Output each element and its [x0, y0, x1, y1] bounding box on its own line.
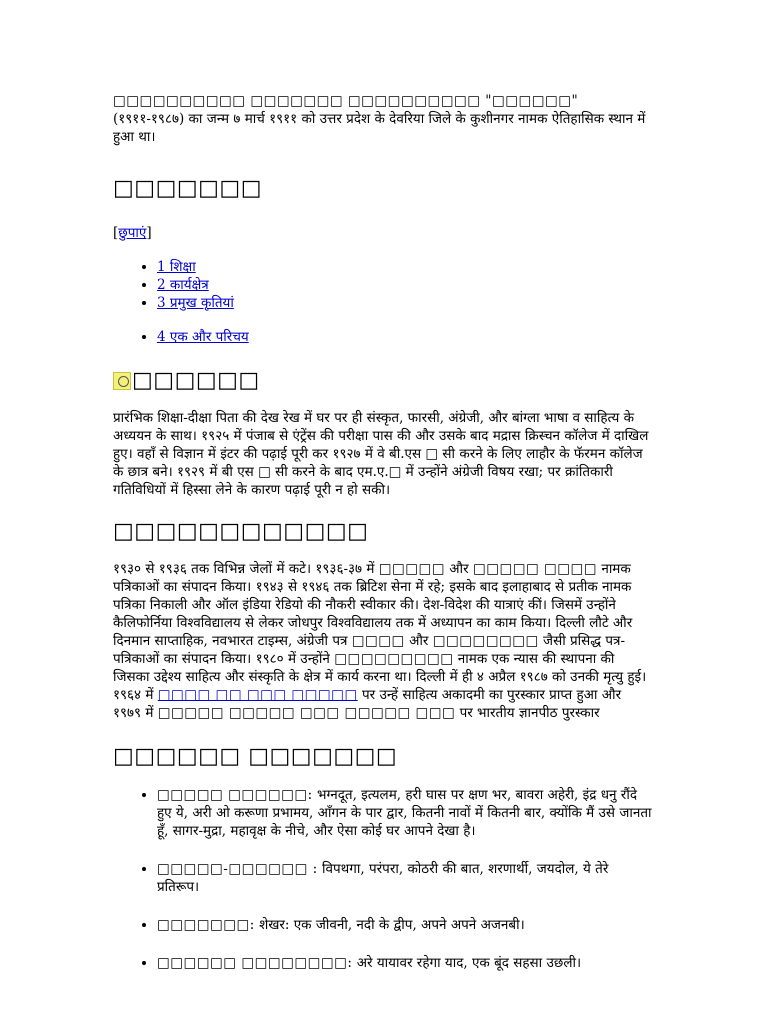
toc-item [157, 328, 653, 346]
works-item-label: □□□□□□ □□□□□□□□: [157, 955, 353, 971]
intro-paragraph [113, 92, 653, 146]
toc-link-work[interactable]: 2 कार्यक्षेत्र [157, 277, 209, 293]
intro-text: (१९११-१९८७) का जन्म ७ मार्च १९११ को उत्तर प्रदेश के देवरिया जिले के कुशीनगर नामक ऐतिहासिक स्थान में हुआ था। [113, 111, 646, 145]
toc-link-works[interactable]: 3 प्रमुख कृतियां [157, 295, 234, 311]
toc-list [113, 258, 653, 312]
works-item [157, 916, 653, 934]
hide-toc-link[interactable]: छुपाएं [118, 225, 147, 241]
education-heading-text: □□□□□□ [132, 368, 260, 393]
toc-item [157, 276, 653, 294]
work-text: १९३० से १९३६ तक विभिन्न जेलों में कटे। १९३६-३७ में [113, 561, 379, 577]
education-paragraph: प्रारंभिक शिक्षा-दीक्षा पिता की देख रेख में घर पर ही संस्कृत, फारसी, अंग्रेजी, और बांग्ला भाषा व साहित्य के अध्ययन के साथ। १९२५ में पंजाब से एंट्रेंस की परीक्षा पास की और उसके बाद मद्रास क्रिस्चन कॉलेज में दाखिल हुए। वहाँ से विज्ञान में इंटर की पढ़ाई पूरी कर १९२७ में वे बी.एस‍‍‍‍‍‍‍‍‍‍‍ □ सी करने के लिए लाहौर के फॅरमन कॉलेज के छात्र बने। १९२९ में बी एस □ सी करने के बाद एम.ए.□ में उन्होंने अंग्रेजी विषय रखा; पर क्रांतिकारी गतिविधियों में हिस्सा लेने के कारण पढ़ाई पूरी न हो सकी। [113, 410, 649, 498]
bracket-open: [ [113, 225, 119, 241]
toc-toggle [113, 224, 653, 242]
works-list [113, 786, 653, 972]
works-item-text: भग्नदूत, इत्यलम, हरी घास पर क्षण भर, बावरा अहेरी, इंद्र धनु रौंदे हुए ये, अरी ओ करूणा प्रभामय, आँगन के पार द्वार, कितनी नावों में कितनी बार, क्योंकि मैं उसे जानता हूँ, सागर-मुद्रा, महावृक्ष के नीचे, और ऐसा कोई घर आपने देखा है। [157, 787, 652, 839]
work-text: और [445, 561, 473, 577]
toc-link-education[interactable]: 1 शिक्षा [157, 259, 196, 275]
award-book-link[interactable]: □□□□ □□ □□□ □□□□□ [157, 687, 358, 703]
toc-heading: □□□□□□□ [113, 176, 263, 201]
toc-list-2 [113, 328, 653, 346]
education-heading [113, 368, 653, 394]
work-text: पर उन्हें साहित्य अकादमी का पुरस्कार प्राप्त हुआ और १९७९ में [113, 687, 622, 721]
work-text: और [404, 633, 433, 649]
work-text: □□□□□ [378, 561, 446, 577]
toc-item [157, 294, 653, 312]
work-text: □□□□□ □□□□□ □□□ □□□□□ □□□ [157, 705, 456, 721]
works-item-text: शेखर: एक जीवनी, नदी के द्वीप, अपने अपने अजनबी। [254, 917, 525, 933]
works-item [157, 954, 653, 972]
work-text: □□□□□□□□ [432, 633, 539, 649]
work-text: पर भारतीय ज्ञानपीठ पुरस्कार [455, 705, 600, 721]
work-heading: □□□□□□□□□□□□ [113, 519, 369, 544]
edit-icon[interactable] [113, 372, 131, 390]
work-text: नामक एक न्यास की स्थापना की जिसका उद्देश्य साहित्य और संस्कृति के क्षेत्र में कार्य करना था। दिल्ली में ही ४ अप्रैल १९८७ को उनकी मृत्यु हुई। १९६४ में [113, 651, 647, 703]
toc-item [157, 258, 653, 276]
works-heading: □□□□□□ □□□□□□□ [113, 744, 398, 769]
work-paragraph [113, 560, 653, 722]
author-name: □□□□□□□□□□ □□□□□□□ □□□□□□□□□□ "□□□□□□" [113, 93, 579, 109]
work-text: □□□□ [351, 633, 405, 649]
article [113, 92, 653, 992]
works-item-label: □□□□□□□: [157, 917, 255, 933]
works-item-text: विपथगा, परंपरा, कोठरी की बात, शरणार्थी, जयदोल, ये तेरे प्रतिरूप। [157, 861, 609, 895]
bracket-close: ] [146, 225, 152, 241]
works-item [157, 786, 653, 840]
works-item [157, 860, 653, 896]
work-text: जैसी प्रसिद्ध पत्र-पत्रिकाओं का संपादन किया। १९८० में उन्होंने [113, 633, 626, 667]
work-text: नामक पत्रिकाओं का संपादन किया। १९४३ से १९४६ तक ब्रिटिश सेना में रहे; इसके बाद इलाहाबाद से प्रतीक नामक पत्रिका निकाली और ऑल इंडिया रेडियो की नौकरी स्वीकार की। देश-विदेश की यात्राएं कीं। जिसमें उन्होंने कैलिफोर्निया विश्वविद्यालय से लेकर जोधपुर विश्वविद्यालय तक में अध्यापन का काम किया। दिल्ली लौटे और दिनमान साप्ताहिक, नवभारत टाइम्स, अंग्रेजी पत्र [113, 561, 633, 649]
works-item-label: □□□□□ □□□□□□: [157, 787, 313, 803]
works-item-label: □□□□□-□□□□□□ : [157, 861, 318, 877]
work-text: □□□□□ □□□□ [472, 561, 598, 577]
works-item-text: अरे यायावर रहेगा याद, एक बूंद सहसा उछली। [352, 955, 582, 971]
work-text: □□□□□□□□□ [334, 651, 454, 667]
toc-link-intro[interactable]: 4 एक और परिचय [157, 329, 249, 345]
